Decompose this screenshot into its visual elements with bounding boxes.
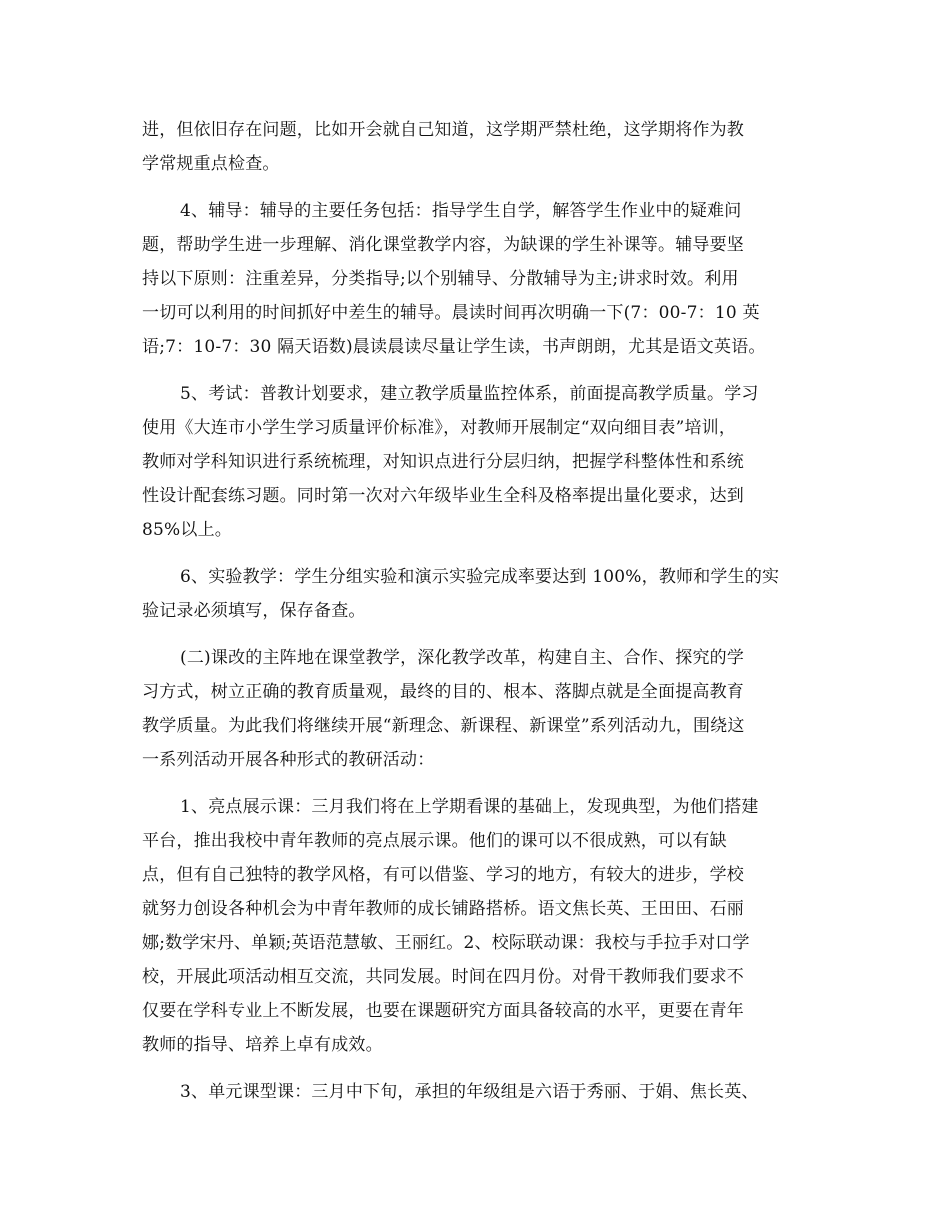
text-line: 教学质量。为此我们将继续开展“新理念、新课程、新课堂”系列活动九，围绕这 [142, 716, 745, 736]
text-line: 一系列活动开展各种形式的教研活动： [142, 750, 435, 770]
text-line: (二)课改的主阵地在课堂教学，深化教学改革，构建自主、合作、探究的学 [180, 648, 745, 668]
text-line: 题，帮助学生进一步理解、消化课堂教学内容，为缺课的学生补课等。辅导要坚 [142, 235, 744, 255]
text-line: 教师的指导、培养上卓有成效。 [142, 1035, 383, 1055]
text-line: 85%以上。 [142, 520, 232, 540]
text-line: 进，但依旧存在问题，比如开会就自己知道，这学期严禁杜绝，这学期将作为教 [142, 120, 744, 140]
text-line: 学常规重点检查。 [142, 154, 280, 174]
text-line: 教师对学科知识进行系统梳理，对知识点进行分层归纳，把握学科整体性和系统 [142, 452, 744, 472]
text-line: 验记录必须填写，保存备查。 [142, 601, 366, 621]
text-line: 性设计配套练习题。同时第一次对六年级毕业生全科及格率提出量化要求，达到 [142, 486, 744, 506]
text-line: 使用《大连市小学生学习质量评价标准》，对教师开展制定“双向细目表”培训， [142, 418, 737, 438]
text-line: 3、单元课型课：三月中下旬，承担的年级组是六语于秀丽、于娟、焦长英、 [180, 1082, 759, 1102]
text-line: 5、考试：普教计划要求，建立教学质量监控体系，前面提高教学质量。学习 [180, 384, 759, 404]
text-line: 就努力创设各种机会为中青年教师的成长铺路搭桥。语文焦长英、王田田、石丽 [142, 899, 744, 919]
text-line: 点，但有自己独特的教学风格，有可以借鉴、学习的地方，有较大的进步，学校 [142, 865, 744, 885]
text-line: 持以下原则：注重差异，分类指导;以个别辅导、分散辅导为主;讲求时效。利用 [142, 269, 739, 289]
text-line: 仅要在学科专业上不断发展，也要在课题研究方面具备较高的水平，更要在青年 [142, 1001, 744, 1021]
text-line: 娜;数学宋丹、单颖;英语范慧敏、王丽红。2、校际联动课：我校与手拉手对口学 [142, 933, 750, 953]
text-line: 4、辅导：辅导的主要任务包括：指导学生自学，解答学生作业中的疑难问 [180, 201, 742, 221]
text-line: 6、实验教学：学生分组实验和演示实验完成率要达到 100%，教师和学生的实 [180, 567, 780, 587]
text-line: 一切可以利用的时间抓好中差生的辅导。晨读时间再次明确一下(7：00-7：10 英 [142, 303, 760, 323]
text-line: 1、亮点展示课：三月我们将在上学期看课的基础上，发现典型，为他们搭建 [180, 797, 759, 817]
text-line: 校，开展此项活动相互交流，共同发展。时间在四月份。对骨干教师我们要求不 [142, 967, 744, 987]
text-line: 平台，推出我校中青年教师的亮点展示课。他们的课可以不很成熟，可以有缺 [142, 831, 727, 851]
text-line: 习方式，树立正确的教育质量观，最终的目的、根本、落脚点就是全面提高教育 [142, 682, 744, 702]
text-line: 语;7：10-7：30 隔天语数)晨读晨读尽量让学生读，书声朗朗，尤其是语文英语。 [142, 337, 766, 357]
